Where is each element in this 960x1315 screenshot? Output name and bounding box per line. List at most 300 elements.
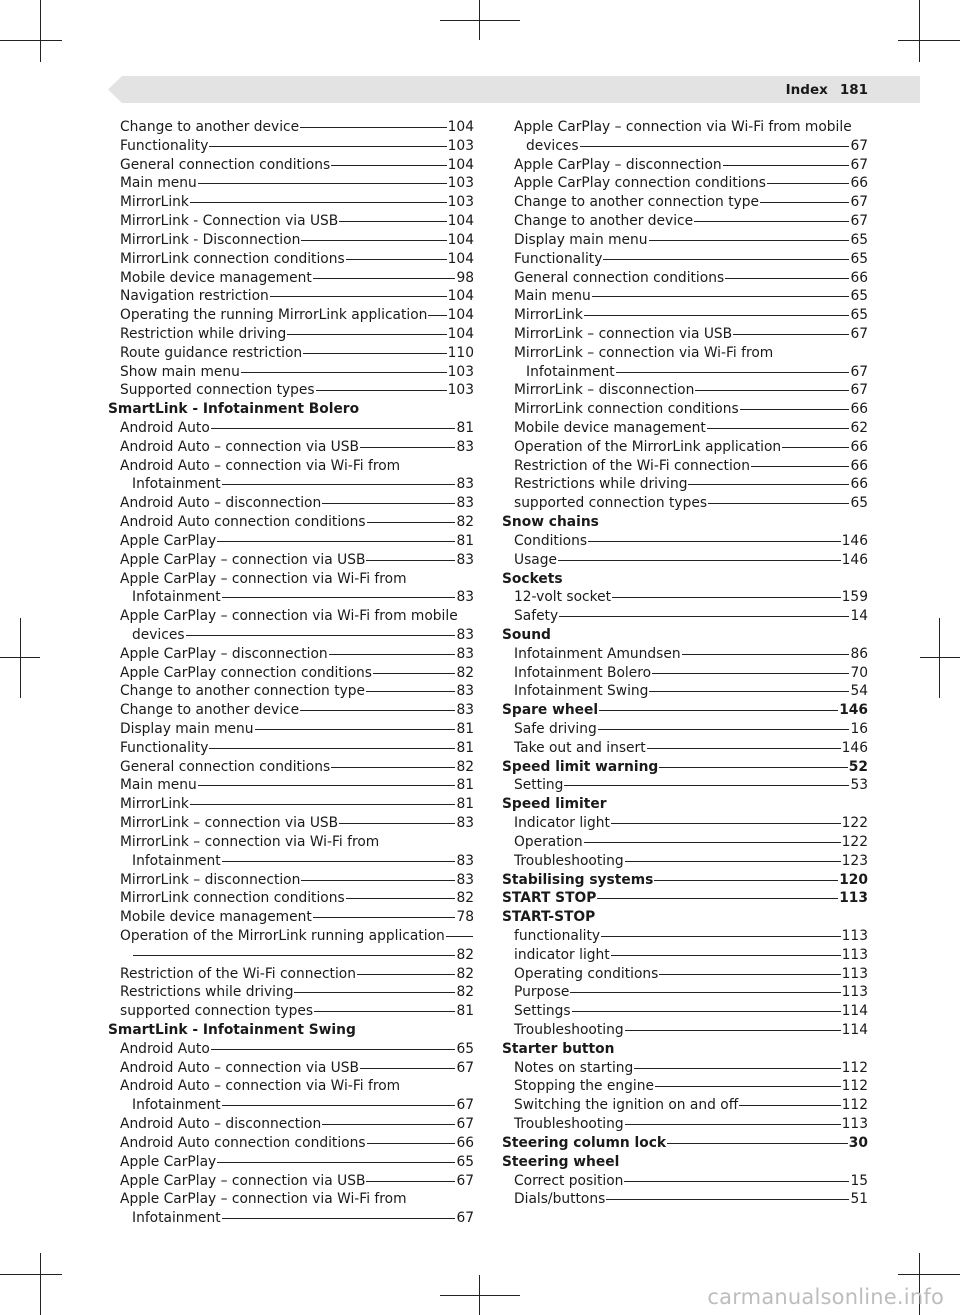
page-reference[interactable]: 113 (841, 965, 868, 982)
entry-label: Infotainment (132, 1210, 221, 1227)
section-title: Index (785, 82, 828, 98)
entry-label: Setting (514, 777, 564, 794)
index-subentry (502, 983, 868, 1002)
index-subentry (502, 269, 868, 288)
page-reference[interactable]: 65 (850, 231, 868, 248)
leader-line (222, 1105, 456, 1106)
entry-label: Apple CarPlay (120, 1153, 217, 1170)
entry-label: MirrorLink – disconnection (514, 382, 695, 399)
page-reference[interactable]: 66 (850, 457, 868, 474)
page-reference[interactable]: 81 (456, 777, 474, 794)
page-reference[interactable]: 81 (456, 721, 474, 737)
index-subentry (108, 1002, 474, 1021)
leader-line (655, 1086, 841, 1087)
index-subentry (502, 231, 868, 250)
leader-line (217, 1162, 455, 1163)
index-subentry (108, 494, 474, 513)
page-reference[interactable]: 82 (456, 946, 474, 963)
page-reference[interactable]: 113 (839, 890, 868, 907)
index-subentry (108, 1190, 474, 1209)
leader-line (211, 428, 456, 429)
page-reference[interactable]: 82 (456, 965, 474, 982)
entry-label: Apple CarPlay – connection via Wi-Fi from (120, 570, 407, 587)
entry-label: Android Auto connection conditions (120, 514, 366, 531)
page-reference[interactable]: 82 (456, 758, 474, 775)
index-subentry (502, 212, 868, 231)
leader-line (601, 936, 841, 937)
page-reference[interactable]: 83 (456, 871, 474, 888)
index-subentry (502, 682, 868, 701)
page-reference[interactable]: 112 (841, 1059, 868, 1076)
entry-label: Speed limit warning (502, 758, 659, 775)
leader-line (366, 560, 455, 561)
entry-label: MirrorLink (120, 194, 189, 211)
page-reference[interactable]: 104 (447, 119, 474, 135)
leader-line (198, 785, 456, 786)
entry-label: MirrorLink - Connection via USB (120, 213, 339, 230)
index-subentry (108, 137, 474, 156)
entry-label: Apple CarPlay – connection via USB (120, 551, 366, 568)
page-reference[interactable]: 104 (447, 325, 474, 342)
index-subentry (108, 1153, 474, 1172)
index-subentry (502, 250, 868, 269)
entry-label: Switching the ignition on and off (514, 1097, 739, 1114)
index-subentry (502, 1002, 868, 1021)
leader-line (190, 202, 447, 203)
page-reference[interactable]: 112 (841, 1097, 868, 1114)
entry-label: Android Auto – connection via USB (120, 1059, 359, 1076)
index-subentry (502, 1021, 868, 1040)
entry-label: Supported connection types (120, 382, 315, 399)
page-number: 181 (839, 82, 868, 98)
page-reference[interactable]: 66 (850, 269, 868, 286)
page-reference[interactable]: 67 (456, 1210, 474, 1227)
index-subentry (502, 607, 868, 626)
index-subentry (502, 1172, 868, 1191)
page-reference[interactable]: 104 (447, 307, 474, 324)
page-reference[interactable]: 83 (456, 438, 474, 455)
entry-label: Apple CarPlay – connection via Wi-Fi from mobile (120, 608, 458, 625)
page-reference[interactable]: 82 (456, 514, 474, 531)
index-subentry (108, 344, 474, 363)
page-reference[interactable]: 82 (456, 984, 474, 1001)
page-reference[interactable]: 65 (456, 1153, 474, 1170)
entry-label: Conditions (514, 532, 588, 549)
entry-label: Restrictions while driving (120, 984, 294, 1001)
leader-line (316, 390, 447, 391)
page-reference[interactable]: 146 (841, 739, 868, 756)
index-subentry (108, 381, 474, 400)
index-subentry (502, 457, 868, 476)
index-subentry (108, 325, 474, 344)
index-subentry (108, 739, 474, 758)
entry-label: Speed limiter (502, 796, 607, 813)
leader-line (300, 710, 455, 711)
entry-label: Sockets (502, 570, 563, 587)
page-reference[interactable]: 103 (447, 382, 474, 399)
entry-label: Apple CarPlay connection conditions (514, 175, 766, 192)
entry-label: Infotainment Bolero (514, 664, 652, 681)
page-reference[interactable]: 114 (841, 1022, 868, 1038)
page-reference[interactable]: 83 (456, 852, 474, 869)
entry-label: Safe driving (514, 721, 597, 737)
leader-line (287, 334, 446, 335)
index-subentry (502, 588, 868, 607)
index-heading (502, 908, 868, 927)
page-reference[interactable]: 104 (447, 231, 474, 248)
page-reference[interactable]: 83 (456, 495, 474, 512)
index-continuation (108, 852, 474, 871)
index-heading (502, 513, 868, 532)
index-heading (502, 889, 868, 908)
index-column-right (502, 118, 868, 1209)
entry-label: Starter button (502, 1040, 615, 1057)
entry-label: functionality (514, 927, 601, 944)
entry-label: MirrorLink – disconnection (120, 871, 301, 888)
index-continuation (108, 1209, 474, 1228)
index-subentry (108, 1077, 474, 1096)
page-reference[interactable]: 67 (850, 213, 868, 230)
entry-label: Android Auto – connection via Wi-Fi from (120, 1078, 401, 1095)
page-reference[interactable]: 122 (841, 833, 868, 850)
entry-label: Stopping the engine (514, 1078, 654, 1095)
leader-line (624, 1181, 849, 1182)
leader-line (222, 861, 456, 862)
entry-label: START-STOP (502, 909, 596, 926)
entry-label: Settings (514, 1003, 571, 1020)
leader-line (241, 372, 447, 373)
leader-line (688, 484, 849, 485)
page-reference[interactable]: 65 (850, 495, 868, 512)
index-subentry (108, 1172, 474, 1191)
entry-label: Infotainment (132, 476, 221, 493)
page-reference[interactable]: 66 (850, 175, 868, 192)
entry-label: SmartLink - Infotainment Bolero (108, 401, 360, 418)
index-subentry (502, 494, 868, 513)
page-reference[interactable]: 113 (841, 927, 868, 944)
page-reference[interactable]: 81 (456, 796, 474, 813)
entry-label: Restriction of the Wi-Fi connection (514, 457, 750, 474)
page-reference[interactable]: 113 (841, 1116, 868, 1133)
page-reference[interactable]: 159 (841, 589, 868, 606)
entry-label: Functionality (120, 137, 209, 154)
entry-label: General connection conditions (120, 156, 331, 173)
index-subentry (502, 438, 868, 457)
leader-line (367, 1143, 456, 1144)
page-reference[interactable]: 83 (456, 683, 474, 700)
entry-label: Operating conditions (514, 965, 659, 982)
page-reference[interactable]: 120 (839, 871, 868, 888)
entry-label: MirrorLink connection conditions (120, 250, 345, 267)
page-reference[interactable]: 67 (850, 382, 868, 399)
leader-line (649, 240, 850, 241)
page-reference[interactable]: 103 (447, 194, 474, 211)
entry-label: Infotainment (132, 852, 221, 869)
entry-label: Restrictions while driving (514, 476, 688, 493)
page-reference[interactable]: 123 (841, 852, 868, 869)
index-subentry (502, 193, 868, 212)
page-reference[interactable]: 67 (456, 1059, 474, 1076)
entry-label: Spare wheel (502, 702, 599, 719)
page-reference[interactable]: 98 (456, 269, 474, 286)
leader-line (270, 296, 447, 297)
page-reference[interactable]: 112 (841, 1078, 868, 1095)
entry-label: Android Auto (120, 1040, 210, 1057)
page-reference[interactable]: 78 (456, 909, 474, 926)
page-reference[interactable]: 82 (456, 890, 474, 907)
leader-line (606, 1199, 849, 1200)
page-reference[interactable]: 65 (850, 250, 868, 267)
leader-line (611, 955, 841, 956)
page-reference[interactable]: 104 (447, 156, 474, 173)
page-reference[interactable]: 86 (850, 645, 868, 662)
watermark: carmanualsonline.info (707, 1285, 944, 1309)
page-reference[interactable]: 51 (850, 1191, 868, 1208)
index-heading (502, 1134, 868, 1153)
leader-line (301, 880, 455, 881)
entry-label: Apple CarPlay – connection via Wi-Fi from (120, 1191, 407, 1208)
entry-label: devices (526, 137, 579, 154)
page-reference[interactable]: 14 (850, 608, 868, 625)
page-reference[interactable]: 82 (456, 664, 474, 681)
leader-line (133, 955, 455, 956)
page-reference[interactable]: 67 (456, 1097, 474, 1114)
page-reference[interactable]: 66 (850, 438, 868, 455)
page-reference[interactable]: 67 (850, 156, 868, 173)
entry-label: Snow chains (502, 514, 599, 531)
page-reference[interactable]: 65 (850, 288, 868, 305)
index-subentry (108, 965, 474, 984)
entry-label: MirrorLink – connection via Wi-Fi from (514, 344, 774, 361)
page-reference[interactable]: 104 (447, 288, 474, 305)
index-subentry (108, 833, 474, 852)
leader-line (634, 1068, 840, 1069)
index-subentry (502, 1096, 868, 1115)
entry-label: Operation of the MirrorLink running application (120, 927, 445, 944)
leader-line (682, 654, 850, 655)
index-subentry (502, 720, 868, 739)
entry-label: Show main menu (120, 363, 240, 380)
leader-line (339, 221, 446, 222)
leader-line (217, 541, 455, 542)
entry-label: Infotainment (132, 589, 221, 606)
page-reference[interactable]: 103 (447, 137, 474, 154)
index-continuation (108, 626, 474, 645)
leader-line (580, 146, 850, 147)
leader-line (725, 278, 849, 279)
entry-label: Steering column lock (502, 1134, 667, 1151)
page-reference[interactable]: 67 (850, 137, 868, 154)
leader-line (559, 616, 849, 617)
leader-line (625, 861, 841, 862)
page-reference[interactable]: 65 (456, 1040, 474, 1057)
page-reference[interactable]: 15 (850, 1172, 868, 1189)
page-reference[interactable]: 103 (447, 175, 474, 192)
leader-line (366, 691, 455, 692)
index-continuation (108, 946, 474, 965)
entry-label: Change to another device (120, 702, 300, 719)
entry-label: MirrorLink – connection via Wi-Fi from (120, 833, 380, 850)
entry-label: Dials/buttons (514, 1191, 606, 1208)
page-reference[interactable]: 103 (447, 363, 474, 380)
index-column-left (108, 118, 474, 1228)
page-reference[interactable]: 81 (456, 420, 474, 436)
leader-line (198, 183, 447, 184)
page-reference[interactable]: 113 (841, 946, 868, 963)
index-subentry (502, 739, 868, 758)
leader-line (603, 259, 849, 260)
index-subentry (502, 927, 868, 946)
page-reference[interactable]: 83 (456, 589, 474, 606)
index-subentry (108, 814, 474, 833)
leader-line (428, 315, 446, 316)
leader-line (339, 823, 455, 824)
leader-line (667, 1143, 848, 1144)
page-reference[interactable]: 83 (456, 645, 474, 662)
index-subentry (108, 551, 474, 570)
index-subentry (108, 513, 474, 532)
leader-line (222, 1218, 456, 1219)
entry-label: General connection conditions (120, 758, 331, 775)
entry-label: supported connection types (514, 495, 708, 512)
entry-label: Take out and insert (514, 739, 646, 756)
entry-label: Change to another connection type (514, 194, 760, 211)
entry-label: Apple CarPlay – disconnection (514, 156, 722, 173)
entry-label: Apple CarPlay connection conditions (120, 664, 372, 681)
index-subentry (108, 758, 474, 777)
page-reference[interactable]: 83 (456, 702, 474, 719)
leader-line (255, 729, 456, 730)
page-reference[interactable]: 65 (850, 307, 868, 324)
entry-label: MirrorLink - Disconnection (120, 231, 301, 248)
page-reference[interactable]: 66 (456, 1134, 474, 1151)
page-reference[interactable]: 146 (839, 702, 868, 719)
page-reference[interactable]: 30 (848, 1134, 868, 1151)
index-subentry (502, 645, 868, 664)
index-continuation (502, 137, 868, 156)
leader-line (588, 541, 841, 542)
entry-label: Functionality (514, 250, 603, 267)
leader-line (209, 146, 446, 147)
page-reference[interactable]: 67 (850, 194, 868, 211)
page-reference[interactable]: 114 (841, 1003, 868, 1020)
page-reference[interactable]: 83 (456, 815, 474, 832)
index-subentry (502, 551, 868, 570)
page-reference[interactable]: 113 (841, 984, 868, 1001)
page-reference[interactable]: 67 (456, 1172, 474, 1189)
leader-line (616, 372, 850, 373)
index-subentry (108, 269, 474, 288)
leader-line (331, 165, 447, 166)
leader-line (740, 409, 850, 410)
page-reference[interactable]: 70 (850, 664, 868, 681)
entry-label: Android Auto connection conditions (120, 1134, 366, 1151)
index-subentry (108, 231, 474, 250)
index-subentry (108, 889, 474, 908)
leader-line (366, 1181, 455, 1182)
page-reference[interactable]: 66 (850, 476, 868, 493)
page-reference[interactable]: 104 (447, 213, 474, 230)
entry-label: Operating the running MirrorLink application (120, 307, 428, 324)
page-reference[interactable]: 104 (447, 250, 474, 267)
leader-line (313, 278, 456, 279)
page-reference[interactable]: 67 (850, 363, 868, 380)
page-reference[interactable]: 53 (850, 777, 868, 794)
entry-label: Restriction while driving (120, 325, 287, 342)
page-reference[interactable]: 81 (456, 1003, 474, 1020)
entry-label: Main menu (120, 175, 197, 192)
leader-line (592, 296, 850, 297)
page-reference[interactable]: 146 (841, 551, 868, 568)
page-reference[interactable]: 83 (456, 626, 474, 643)
page-reference[interactable]: 52 (848, 758, 868, 775)
index-heading (502, 795, 868, 814)
leader-line (584, 842, 841, 843)
entry-label: Notes on starting (514, 1059, 634, 1076)
entry-label: Infotainment (526, 363, 615, 380)
page-reference[interactable]: 67 (456, 1116, 474, 1133)
index-subentry (502, 287, 868, 306)
index-subentry (108, 306, 474, 325)
index-subentry (108, 701, 474, 720)
entry-label: Infotainment (132, 1097, 221, 1114)
leader-line (751, 466, 849, 467)
entry-label: Android Auto – connection via USB (120, 438, 359, 455)
page-reference[interactable]: 16 (850, 721, 868, 737)
leader-line (597, 898, 838, 899)
leader-line (322, 503, 455, 504)
index-heading (502, 758, 868, 777)
page-reference[interactable]: 83 (456, 551, 474, 568)
entry-label: Apple CarPlay – connection via USB (120, 1172, 366, 1189)
entry-label: Operation of the MirrorLink application (514, 438, 782, 455)
index-subentry (502, 344, 868, 363)
page-reference[interactable]: 146 (841, 532, 868, 549)
index-subentry (108, 682, 474, 701)
index-heading (502, 1040, 868, 1059)
entry-label: Usage (514, 551, 557, 568)
page-reference[interactable]: 66 (850, 401, 868, 418)
index-subentry (108, 983, 474, 1002)
index-subentry (108, 193, 474, 212)
leader-line (222, 597, 456, 598)
leader-line (767, 183, 849, 184)
leader-line (611, 823, 841, 824)
index-subentry (108, 156, 474, 175)
leader-line (190, 804, 456, 805)
page-reference[interactable]: 67 (850, 325, 868, 342)
leader-line (708, 503, 849, 504)
leader-line (314, 1011, 455, 1012)
index-heading (502, 626, 868, 645)
leader-line (303, 353, 446, 354)
page-reference[interactable]: 83 (456, 476, 474, 493)
page-reference[interactable]: 54 (850, 683, 868, 700)
page-reference[interactable]: 62 (850, 420, 868, 436)
page-reference[interactable]: 110 (447, 344, 474, 361)
leader-line (647, 748, 841, 749)
page-reference[interactable]: 81 (456, 739, 474, 756)
entry-label: Change to another device (120, 119, 300, 135)
leader-line (659, 767, 848, 768)
index-subentry (502, 664, 868, 683)
index-subentry (108, 927, 474, 946)
index-subentry (502, 1077, 868, 1096)
page-reference[interactable]: 81 (456, 532, 474, 549)
leader-line (300, 127, 447, 128)
index-subentry (502, 306, 868, 325)
page-reference[interactable]: 122 (841, 815, 868, 832)
